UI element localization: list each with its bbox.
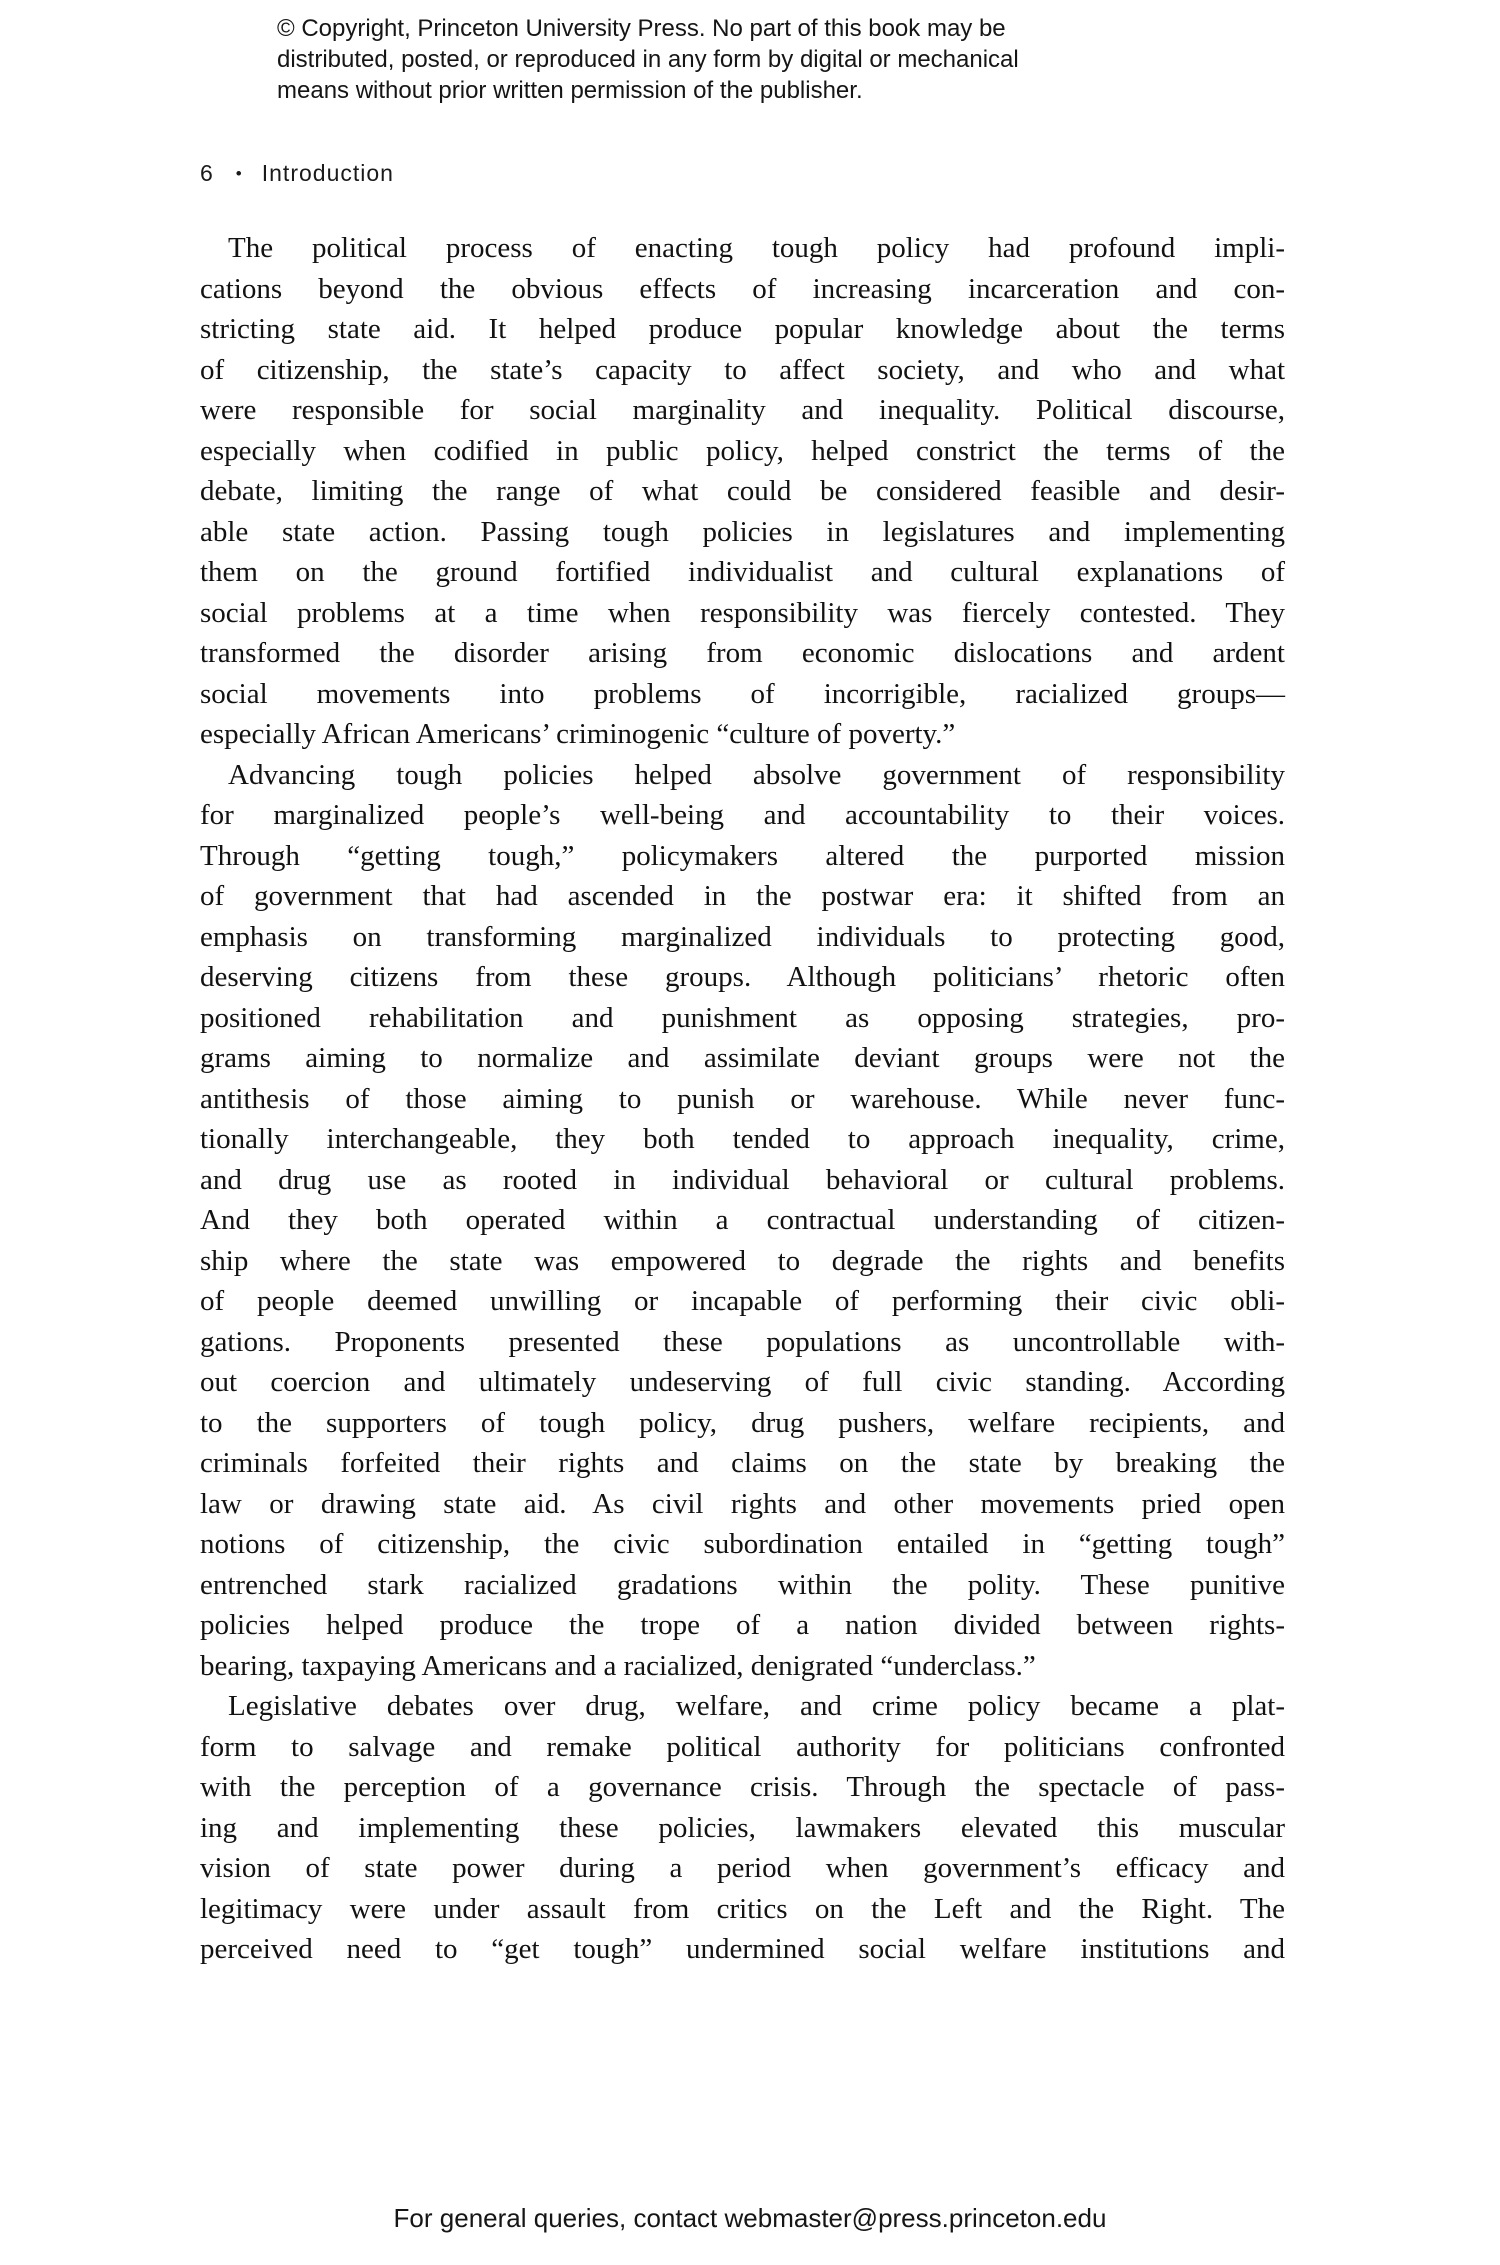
body-line: of citizenship, the state’s capacity to affect society, and who and what (200, 353, 1285, 386)
body-line: bearing, taxpaying Americans and a racialized, denigrated “underclass.” (200, 1649, 1036, 1682)
body-line: law or drawing state aid. As civil rights and other movements pried open (200, 1487, 1285, 1520)
body-line: stricting state aid. It helped produce popular knowledge about the terms (200, 313, 1285, 345)
body-line: and drug use as rooted in individual behavioral or cultural problems. (200, 1163, 1285, 1196)
footer-text: For general queries, contact (393, 2203, 725, 2233)
running-header (200, 160, 394, 187)
body-line: antithesis of those aiming to punish or warehouse. While never func- (200, 1082, 1285, 1115)
body-line: for marginalized people’s well-being and accountability to their voices. (200, 799, 1285, 831)
body-line: with the perception of a governance crisis. Through the spectacle of pass- (200, 1771, 1285, 1803)
body-line: ing and implementing these policies, lawmakers elevated this muscular (200, 1811, 1285, 1844)
body-line: social problems at a time when responsibility was fiercely contested. They (200, 596, 1285, 629)
body-line: able state action. Passing tough policies in legislatures and implementing (200, 515, 1285, 548)
body-line: The political process of enacting tough policy had profound impli- (228, 232, 1285, 264)
page-number: 6 (200, 160, 214, 186)
body-line: criminals forfeited their rights and claims on the state by breaking the (200, 1447, 1285, 1479)
body-line: especially when codified in public policy, helped constrict the terms of the (200, 434, 1285, 467)
body-line: Advancing tough policies helped absolve government of responsibility (228, 758, 1285, 791)
body-line: deserving citizens from these groups. Although politicians’ rhetoric often (200, 961, 1285, 993)
body-line: Legislative debates over drug, welfare, and crime policy became a plat- (228, 1690, 1285, 1722)
webmaster-email: webmaster@press.princeton.edu (724, 2203, 1107, 2233)
body-line: entrenched stark racialized gradations within the polity. These punitive (200, 1568, 1285, 1601)
bullet-separator-icon: • (235, 164, 243, 183)
body-line: were responsible for social marginality and inequality. Political discourse, (200, 394, 1285, 426)
body-line: And they both operated within a contractual understanding of citizen- (200, 1204, 1285, 1236)
body-line: of government that had ascended in the postwar era: it shifted from an (200, 880, 1285, 912)
body-line: notions of citizenship, the civic subordination entailed in “getting tough” (200, 1528, 1285, 1560)
body-line: transformed the disorder arising from economic dislocations and ardent (200, 637, 1285, 669)
body-line: policies helped produce the trope of a nation divided between rights- (200, 1609, 1285, 1641)
copyright-line: means without prior written permission of the publisher. (277, 77, 863, 104)
body-line: form to salvage and remake political authority for politicians confronted (200, 1730, 1285, 1763)
copyright-line: distributed, posted, or reproduced in any form by digital or mechanical (277, 46, 1019, 73)
body-line: perceived need to “get tough” undermined social welfare institutions and (200, 1933, 1285, 1965)
body-line: legitimacy were under assault from critics on the Left and the Right. The (200, 1892, 1285, 1925)
body-line: them on the ground fortified individualist and cultural explanations of (200, 556, 1285, 588)
body-text (200, 228, 1285, 1970)
body-line: Through “getting tough,” policymakers altered the purported mission (200, 839, 1285, 872)
footer-queries (0, 2203, 1500, 2234)
copyright-line: © Copyright, Princeton University Press. No part of this book may be (277, 15, 1006, 42)
body-line: cations beyond the obvious effects of increasing incarceration and con- (200, 272, 1285, 305)
body-line: positioned rehabilitation and punishment as opposing strategies, pro- (200, 1001, 1285, 1034)
body-line: debate, limiting the range of what could be considered feasible and desir- (200, 475, 1285, 507)
body-line: of people deemed unwilling or incapable of performing their civic obli- (200, 1285, 1285, 1317)
body-line: emphasis on transforming marginalized individuals to protecting good, (200, 920, 1285, 953)
body-line: tionally interchangeable, they both tended to approach inequality, crime, (200, 1123, 1285, 1155)
copyright-notice (277, 13, 1019, 106)
body-line: out coercion and ultimately undeserving of full civic standing. According (200, 1366, 1285, 1398)
body-line: social movements into problems of incorrigible, racialized groups— (200, 677, 1285, 710)
body-line: vision of state power during a period when government’s efficacy and (200, 1852, 1285, 1884)
chapter-title: Introduction (261, 160, 394, 186)
body-line: to the supporters of tough policy, drug pushers, welfare recipients, and (200, 1406, 1285, 1439)
body-line: especially African Americans’ criminogenic “culture of poverty.” (200, 718, 956, 750)
body-line: gations. Proponents presented these populations as uncontrollable with- (200, 1325, 1285, 1358)
body-line: ship where the state was empowered to degrade the rights and benefits (200, 1244, 1285, 1277)
body-line: grams aiming to normalize and assimilate deviant groups were not the (200, 1042, 1285, 1074)
